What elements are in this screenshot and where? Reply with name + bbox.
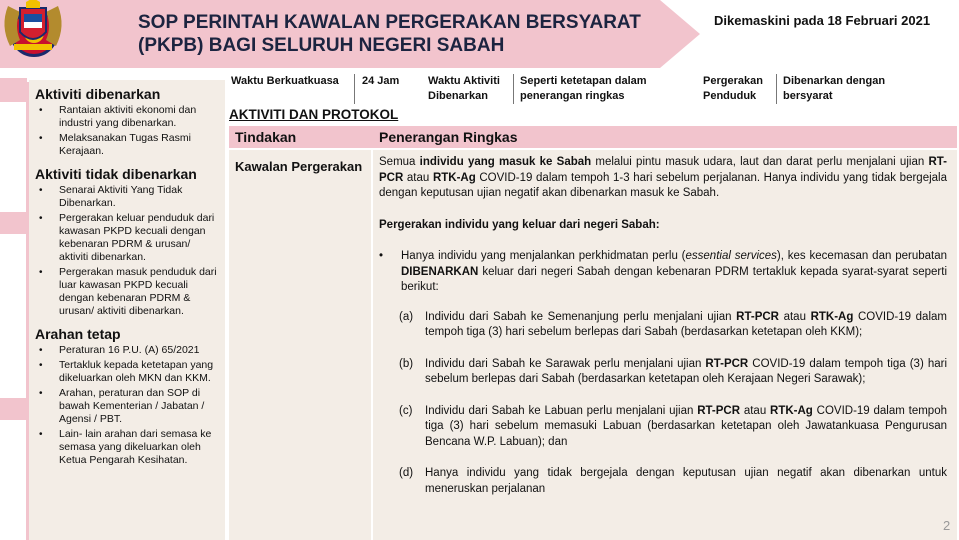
- activity-time-label: Waktu Aktiviti Dibenarkan: [428, 75, 500, 102]
- divider: [513, 74, 514, 104]
- row-label: Kawalan Pergerakan: [235, 159, 363, 174]
- activity-time-value: Seperti ketetapan dalam penerangan ringkas: [520, 75, 647, 102]
- column-header-description: Penerangan Ringkas: [379, 129, 518, 145]
- text: Semua: [379, 156, 420, 168]
- page-title: [138, 11, 698, 57]
- section-title: AKTIVITI DAN PROTOKOL: [229, 107, 399, 122]
- text: Hanya individu yang tidak bergejala dengan keputusan ujian negatif akan dibenarkan untuk meneruskan perjalanan: [425, 467, 947, 495]
- strip-marker: [0, 78, 27, 102]
- strip-marker: [0, 398, 27, 420]
- not-allowed-list: [35, 184, 219, 318]
- italic-text: essential services: [685, 250, 777, 262]
- movement-label: Pergerakan Penduduk: [703, 75, 763, 102]
- bullet-icon: •: [379, 250, 384, 262]
- sabah-coat-of-arms-icon: [0, 0, 66, 52]
- text: Individu dari Sabah ke Sarawak perlu menjalani ujian: [425, 357, 706, 370]
- bold-text: individu yang masuk ke Sabah: [419, 156, 592, 168]
- text: keluar dari negeri Sabah dengan kebenaran PDRM tertakluk kepada syarat-syarat seperti berikut:: [401, 265, 947, 293]
- title-line-2: (PKPB) BAGI SELURUH NEGERI SABAH: [138, 35, 505, 56]
- bold-text: RTK-Ag: [770, 404, 813, 417]
- list-item: • Lain- lain arahan dari semasa ke semasa yang dikeluarkan oleh Ketua Pengarah Kesihatan.: [35, 428, 219, 467]
- bold-text: RT-PCR: [379, 156, 947, 184]
- text: atau: [778, 310, 811, 323]
- bold-text: RTK-Ag: [810, 310, 854, 323]
- condition-label: (c): [399, 404, 413, 417]
- hours-value: 24 Jam: [362, 75, 400, 87]
- hours-label: Waktu Berkuatkuasa: [231, 75, 339, 87]
- bold-text: DIBENARKAN: [401, 265, 479, 278]
- list-item: • Tertakluk kepada ketetapan yang dikeluarkan oleh MKN dan KKM.: [35, 359, 219, 385]
- condition-item: [379, 404, 947, 451]
- condition-item: [379, 466, 947, 497]
- condition-item: [379, 310, 947, 341]
- list-item: • Melaksanakan Tugas Rasmi Kerajaan.: [35, 132, 219, 158]
- bold-text: RTK-Ag: [432, 171, 476, 184]
- column-header-action: Tindakan: [235, 129, 297, 145]
- text: COVID-19 dalam tempoh tiga (3) hari sebelum berlepas dari Sabah (berdasarkan ketetapan oleh Kerajaan Negeri Sarawak);: [425, 357, 948, 385]
- list-item: • Peraturan 16 P.U. (A) 65/2021: [35, 344, 219, 357]
- subheading: Pergerakan individu yang keluar dari negeri Sabah:: [379, 218, 660, 231]
- text: melalui pintu masuk udara, laut dan darat perlu menjalani ujian: [591, 156, 929, 168]
- list-item: • Pergerakan keluar penduduk dari kawasan PKPD kecuali dengan kebenaran PDRM & urusan/ aktiviti dibenarkan.: [35, 212, 219, 264]
- header-banner: [0, 0, 700, 68]
- condition-label: (d): [399, 467, 414, 479]
- bold-text: RT-PCR: [736, 310, 779, 323]
- divider: [354, 74, 355, 104]
- updated-date: Dikemaskini pada 18 Februari 2021: [714, 13, 931, 28]
- page-number: 2: [943, 518, 951, 533]
- bold-text: RT-PCR: [697, 404, 741, 417]
- text: atau: [403, 171, 433, 184]
- allowed-heading: Aktiviti dibenarkan: [35, 86, 161, 102]
- intro-paragraph: [379, 155, 947, 202]
- sidebar: [29, 80, 225, 540]
- table-cell-action: [229, 150, 371, 540]
- divider: [776, 74, 777, 104]
- condition-label: (a): [399, 310, 414, 323]
- description-content: [379, 155, 947, 513]
- table-header: [229, 126, 957, 148]
- allowed-list: [35, 104, 219, 158]
- text: atau: [740, 404, 771, 417]
- text: Individu dari Sabah ke Semenanjung perlu menjalani ujian: [425, 310, 737, 323]
- text: COVID-19 dalam tempoh tiga (3) hari sebelum berlepas dari Sabah (berdasarkan ketetapan oleh KKM);: [425, 310, 947, 338]
- condition-label: (b): [399, 357, 414, 370]
- condition-item: [379, 357, 947, 388]
- bold-text: RT-PCR: [705, 357, 749, 370]
- title-line-1: SOP PERINTAH KAWALAN PERGERAKAN BERSYARAT: [138, 12, 641, 33]
- directives-heading: Arahan tetap: [35, 326, 121, 342]
- list-item: • Senarai Aktiviti Yang Tidak Dibenarkan.: [35, 184, 219, 210]
- text: COVID-19 dalam tempoh 1-3 hari sebelum perjalanan. Hanya individu yang tidak bergejala dengan keputusan ujian negatif akan dibenarkan masuk ke Sabah.: [379, 171, 947, 199]
- list-item: • Arahan, peraturan dan SOP di bawah Kementerian / Jabatan / Agensi / PBT.: [35, 387, 219, 426]
- list-item: • Pergerakan masuk penduduk dari luar kawasan PKPD kecuali dengan kebenaran PDRM & urusan/ aktiviti dibenarkan.: [35, 266, 219, 318]
- not-allowed-heading: Aktiviti tidak dibenarkan: [35, 166, 197, 182]
- directives-list: [35, 344, 219, 467]
- strip-marker: [0, 212, 27, 234]
- list-item: • Rantaian aktiviti ekonomi dan industri yang dibenarkan.: [35, 104, 219, 130]
- text: Individu dari Sabah ke Labuan perlu menjalani ujian: [425, 404, 698, 417]
- text: Hanya individu yang menjalankan perkhidmatan perlu (: [401, 250, 686, 262]
- bullet-paragraph: [379, 249, 947, 296]
- text: ), kes kecemasan dan perubatan: [776, 250, 947, 262]
- text: COVID-19 dalam tempoh tiga (3) hari sebelum memasuki Labuan (berdasarkan ketetapan oleh Jawatankuasa Pengurusan Bencana W.P. Labuan); dan: [425, 404, 947, 448]
- movement-value: Dibenarkan dengan bersyarat: [783, 75, 886, 102]
